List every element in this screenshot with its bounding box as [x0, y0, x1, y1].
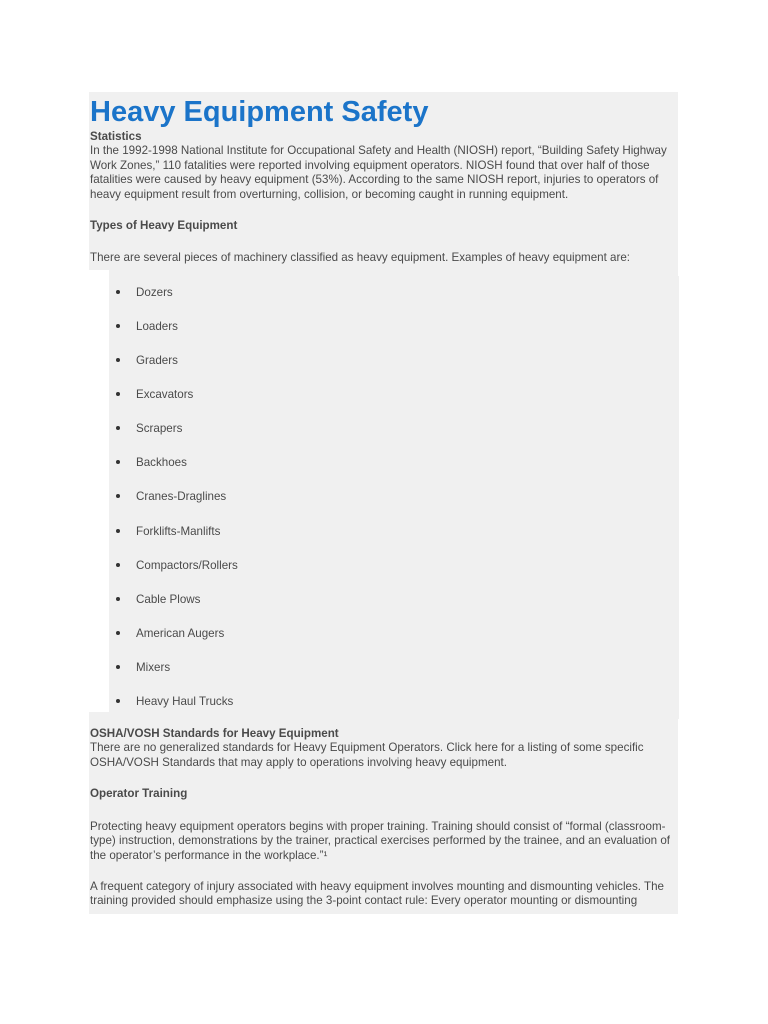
list-item: Loaders	[110, 310, 679, 344]
standards-body: There are no generalized standards for Heavy Equipment Operators. Click here for a listing of some specific OSHA/VOSH Standards that may apply to operations involving heavy equipment.	[90, 741, 644, 769]
bullet-icon	[116, 426, 120, 430]
list-item: Mixers	[110, 651, 679, 685]
list-item: Dozers	[110, 276, 679, 310]
bullet-icon	[116, 494, 120, 498]
bullet-icon	[116, 358, 120, 362]
list-item: Heavy Haul Trucks	[110, 685, 679, 719]
list-item: Graders	[110, 344, 679, 378]
bullet-icon	[116, 597, 120, 601]
training-paragraph-2: A frequent category of injury associated with heavy equipment involves mounting and dismounting vehicles. The training provided should emphasize using the 3-point contact rule: Every operator mounting or dismounting	[90, 879, 665, 908]
bullet-icon	[116, 665, 120, 669]
types-heading: Types of Heavy Equipment	[90, 219, 238, 233]
document-content	[90, 92, 680, 909]
bullet-icon	[116, 529, 120, 533]
page-title: Heavy Equipment Safety	[90, 96, 429, 128]
standards-heading: OSHA/VOSH Standards for Heavy Equipment	[90, 727, 339, 741]
list-item: Cable Plows	[110, 583, 679, 617]
list-item: Compactors/Rollers	[110, 549, 679, 583]
list-item: Forklifts-Manlifts	[110, 515, 679, 549]
bullet-icon	[116, 563, 120, 567]
statistics-heading: Statistics	[90, 130, 142, 143]
list-item: American Augers	[110, 617, 679, 651]
bullet-icon	[116, 699, 120, 703]
list-item: Backhoes	[110, 446, 679, 480]
list-item: Excavators	[110, 378, 679, 412]
list-item: Cranes-Draglines	[110, 480, 679, 514]
equipment-list	[110, 276, 679, 719]
training-heading: Operator Training	[90, 787, 188, 801]
bullet-icon	[116, 631, 120, 635]
bullet-icon	[116, 290, 120, 294]
bullet-icon	[116, 392, 120, 396]
types-intro: There are several pieces of machinery classified as heavy equipment. Examples of heavy equipment are:	[90, 251, 631, 265]
training-paragraph-1: Protecting heavy equipment operators begins with proper training. Training should consist of “formal (classroom-type) instruction, demonstrations by the trainer, practical exercises performed by the trainee, and an evaluation of the operator’s performance in the workplace.”¹	[90, 819, 670, 862]
list-item: Scrapers	[110, 412, 679, 446]
statistics-body: In the 1992-1998 National Institute for Occupational Safety and Health (NIOSH) report, “Building Safety Highway Work Zones,” 110 fatalities were reported involving equipment operators. NIOSH found that over half of those fatalities were caused by heavy equipment (53%). According to the same NIOSH report, injuries to operators of heavy equipment result from overturning, collision, or becoming caught in running equipment.	[90, 144, 667, 201]
bullet-icon	[116, 324, 120, 328]
bullet-icon	[116, 460, 120, 464]
